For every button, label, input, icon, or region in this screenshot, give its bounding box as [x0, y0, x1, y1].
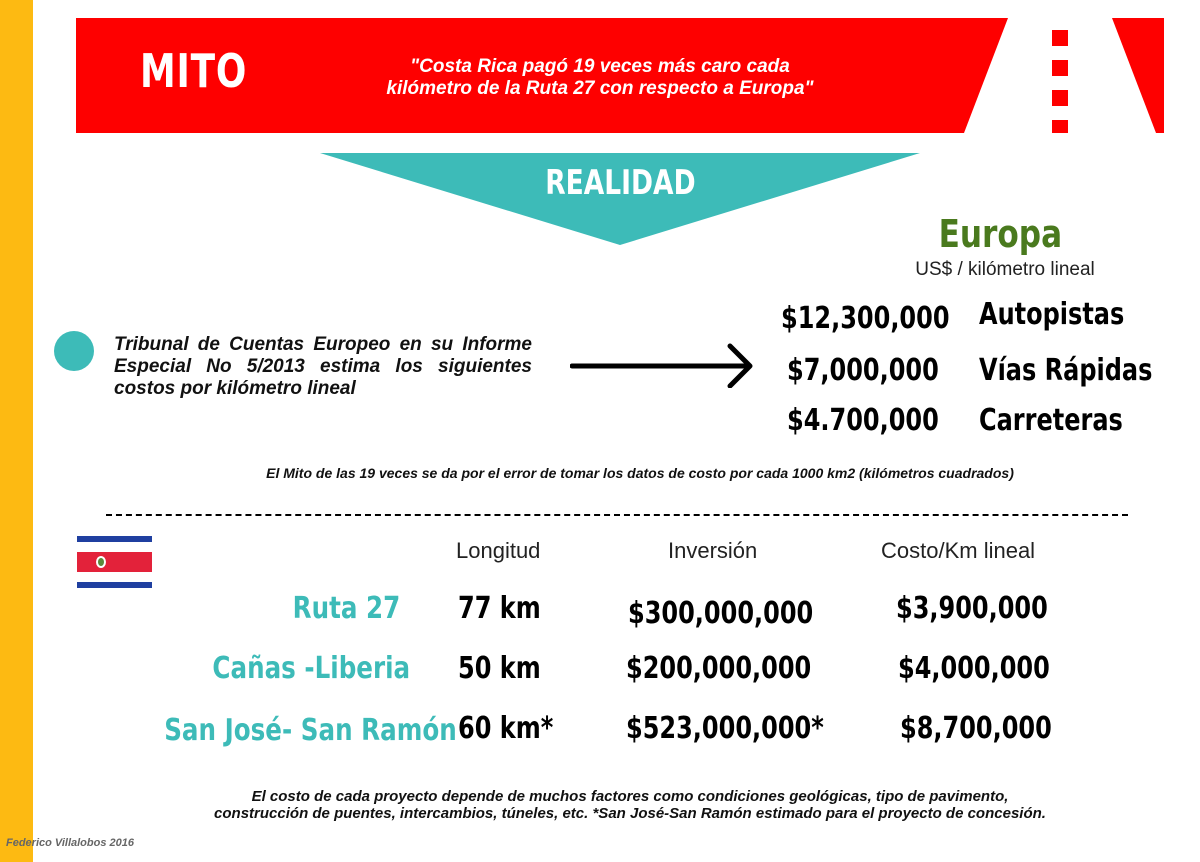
row-length-san-jose-san-ramon: [458, 711, 577, 746]
europe-type-autopistas: [979, 297, 1161, 332]
cell-text: $300,000,000: [628, 596, 814, 631]
footnote: [100, 788, 1160, 822]
europe-type-carreteras: [979, 403, 1159, 438]
row-cost-san-jose-san-ramon: [900, 711, 1090, 746]
row-length-canas-liberia: [458, 651, 561, 686]
myth-error-note: El Mito de las 19 veces se da por el error de tomar los datos de costo por cada 1000 km2 (kilómetros cuadrados): [266, 465, 1014, 481]
europe-price-autopistas: [781, 301, 992, 336]
myth-quote-line-2: kilómetro de la Ruta 27 con respecto a Europa": [386, 78, 814, 99]
europe-unit: US$ / kilómetro lineal: [915, 259, 1095, 280]
europe-price-value: $12,300,000: [781, 301, 950, 336]
left-accent-bar: [0, 0, 33, 862]
author-credit: Federico Villalobos 2016: [6, 837, 134, 849]
cell-text: $8,700,000: [900, 711, 1052, 746]
cell-text: 60 km*: [458, 711, 554, 746]
reality-label-text: REALIDAD: [544, 163, 696, 203]
row-cost-canas-liberia: [898, 651, 1088, 686]
source-text: Tribunal de Cuentas Europeo en su Informe Especial No 5/2013 estima los siguientes costos por kilómetro lineal: [114, 334, 532, 399]
cell-text: $3,900,000: [896, 591, 1048, 626]
col-header-investment: Inversión: [668, 538, 758, 563]
europe-title-text: Europa: [938, 212, 1062, 256]
row-investment-canas-liberia: [626, 651, 858, 686]
europe-price-carreteras: [787, 403, 977, 438]
row-investment-ruta-27: [628, 596, 860, 631]
row-length-ruta-27: [458, 591, 561, 626]
row-cost-ruta-27: [896, 591, 1086, 626]
europe-type-vias-rapidas: [979, 353, 1196, 388]
cell-text: 50 km: [458, 651, 541, 686]
europe-type-value: Autopistas: [979, 297, 1125, 332]
footnote-line-2: construcción de puentes, intercambios, túneles, etc. *San José-San Ramón estimado para el proyecto de concesión.: [214, 805, 1046, 822]
cell-text: $4,000,000: [898, 651, 1050, 686]
row-name-text: Ruta 27: [292, 591, 400, 626]
row-name-text: San José- San Ramón: [164, 713, 457, 748]
bullet-dot-icon: [54, 331, 94, 371]
right-arrow-icon: [570, 342, 755, 388]
cell-text: 77 km: [458, 591, 541, 626]
europe-type-value: Carreteras: [979, 403, 1123, 438]
section-divider: [106, 514, 1128, 516]
myth-label: MITO: [140, 44, 248, 98]
europe-price-value: $4.700,000: [787, 403, 939, 438]
myth-quote-line-1: "Costa Rica pagó 19 veces más caro cada: [410, 56, 790, 77]
row-name-text: Cañas -Liberia: [212, 651, 410, 686]
europe-type-value: Vías Rápidas: [979, 353, 1153, 388]
cell-text: $523,000,000*: [626, 711, 824, 746]
row-name-san-jose-san-ramon: [100, 713, 457, 748]
cell-text: $200,000,000: [626, 651, 812, 686]
road-icon: [960, 18, 1160, 133]
col-header-length: Longitud: [456, 538, 541, 563]
row-name-canas-liberia: [100, 651, 410, 686]
costa-rica-flag-icon: [77, 536, 152, 588]
europe-price-value: $7,000,000: [787, 353, 939, 388]
europe-price-vias-rapidas: [787, 353, 977, 388]
reality-label: [320, 163, 920, 203]
col-header-cost: Costo/Km lineal: [881, 538, 1036, 563]
europe-title: [890, 212, 1110, 256]
row-investment-san-jose-san-ramon: [626, 711, 873, 746]
myth-quote: [330, 56, 870, 100]
footnote-line-1: El costo de cada proyecto depende de muchos factores como condiciones geológicas, tipo de pavimento,: [251, 788, 1009, 805]
row-name-ruta-27: [100, 591, 400, 626]
